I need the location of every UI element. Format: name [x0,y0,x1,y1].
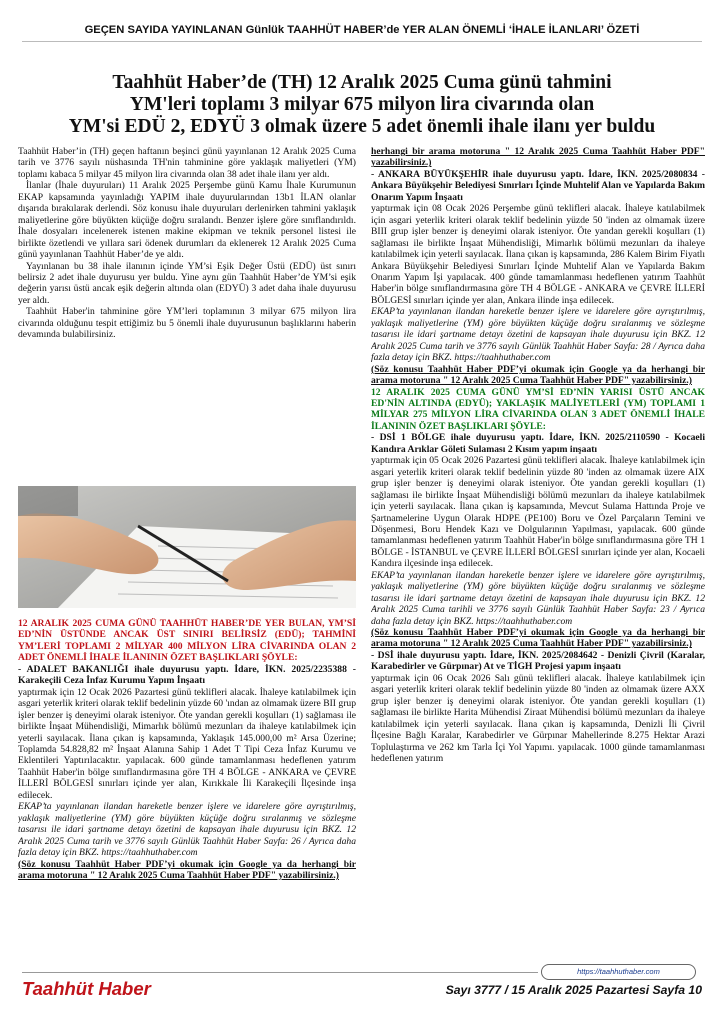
edu-item-1-pdf-link[interactable]: (Söz konusu Taahhüt Haber PDF’yi okumak için Google ya da herhangi bir arama motoruna " 12 Aralık 2025 Cuma Taahhüt Haber PDF" yazabilirsiniz.) [18,858,356,881]
edu-item-2-note: EKAP’ta yayınlanan ilandan hareketle benzer işlere ve idarelere göre ayrıştırılmış, yaklaşık maliyetlerine (YM) göre büyükten küçüğe doğru sıralanmış ve sözleşme tasarısı ile idari şartname detayı özetini de kapsayan ihale duyurusu için BKZ. 12 Aralık 2025 Cuma tarih ve 3776 sayılı Günlük Taahhüt Haber Sayfa: 28 / Ayrıca daha fazla detay için BKZ. https://taahhuthaber.com [371,306,705,364]
edu-item-1-note: EKAP’ta yayınlanan ilandan hareketle benzer işlere ve idarelere göre ayrıştırılmış, yaklaşık maliyetlerine (YM) göre büyükten küçüğe doğru sıralanmış ve sözleşme tasarısı ile idari şartname detayı özetini de kapsayan ihale duyurusu için BKZ. 12 Aralık 2025 Cuma tarih ve 3776 sayılı Günlük Taahhüt Haber Sayfa: 26 / Ayrıca daha fazla detay için BKZ. https://taahhuthaber.com [18,801,356,859]
website-link[interactable]: https://taahhuthaber.com [541,964,696,980]
intro-column [18,146,356,471]
edu-item-2-pdf-link[interactable]: (Söz konusu Taahhüt Haber PDF’yi okumak için Google ya da herhangi bir arama motoruna " 12 Aralık 2025 Cuma Taahhüt Haber PDF" yazabilirsiniz.) [371,363,705,387]
right-column [371,146,705,958]
header-divider [22,41,702,42]
edu-item-1-pdf-link-continued[interactable]: herhangi bir arama motoruna " 12 Aralık 2025 Cuma Taahhüt Haber PDF" yazabilirsiniz.) [371,146,705,169]
footer-divider [22,972,538,973]
intro-paragraph-2: İlanlar (İhale duyuruları) 11 Aralık 2025 Perşembe günü Kamu İhale Kurumunun EKAP kapsamında yayınladığı YAPIM ihale duyurularından 13b1 İLAN olanlar dışarıda bırakılarak derlendi. Söz konusu ihale duyuruları derlenirken tahmini yaklaşık maliyetlerine göre büyükten küçüğe doğru sıralandı. Benzer işlere göre sınıflandırıldı. İhale dosyaları incelenerek istenen makine ekipman ve teknik personel listesi ile birlikte özetlendi ve yıllara sari ödenek durumları da eklenerek 12 Aralık 2025 Cuma günü yayınlanan Taahhüt Haber’de ye aldı. [18,180,356,261]
brand-logo: Taahhüt Haber [22,978,151,999]
headline-line-3: YM'si EDÜ 2, EDYÜ 3 olmak üzere 5 adet önemli ihale ilanı yer buldu [68,116,656,137]
edu-section-column [18,618,356,948]
intro-paragraph-3: Yayınlanan bu 38 ihale ilanının içinde YM’si Eşik Değer Üstü (EDÜ) üst sınırı belirsiz 2 adet ihale duyurusu yer buldu. Yine aynı gün Taahhüt Haber’de YM’si eşik değerin yarısı üstü ancak eşik değerin altında olan (EDYÜ) 3 adet daha ihale duyurusu yer aldı. [18,260,356,306]
edyu-item-1-note: EKAP’ta yayınlanan ilandan hareketle benzer işlere ve idarelere göre ayrıştırılmış, yaklaşık maliyetlerine (YM) göre büyükten küçüğe doğru sıralanmış ve sözleşme tasarısı ile idari şartname detayı özetini de kapsayan ihale duyurusu için BKZ. 12 Aralık 2025 Cuma tarihli ve 3776 sayılı Günlük Taahhüt Haber Sayfa: 23 / Ayrıca daha fazla detay için BKZ. https://taahhuthaber.com [371,569,705,627]
edyu-item-1-pdf-link[interactable]: (Söz konusu Taahhüt Haber PDF’yi okumak için Google ya da herhangi bir arama motoruna " 12 Aralık 2025 Cuma Taahhüt Haber PDF" yazabilirsiniz.) [371,627,705,650]
issue-info: Sayı 3777 / 15 Aralık 2025 Pazartesi Sayfa 10 [445,983,702,997]
page-header-title: GEÇEN SAYIDA YAYINLANAN Günlük TAAHHÜT HABER’de YER ALAN ÖNEMLİ ‘İHALE İLANLARI’ ÖZETİ [84,24,640,36]
edu-item-1-title: - ADALET BAKANLIĞI ihale duyurusu yaptı. İdare, İKN. 2025/2235388 - Karakeçili Ceza İnfaz Kurumu Yapım İnşaatı [18,663,356,687]
headline-line-2: YM'leri toplamı 3 milyar 675 milyon lira civarında olan [129,94,595,115]
edu-section-heading: 12 ARALIK 2025 CUMA GÜNÜ TAAHHÜT HABER’DE YER BULAN, YM’Sİ ED’NİN ÜSTÜNDE ANCAK ÜST SINIRI BELİRSİZ (EDÜ); TAHMİNİ YM’LERİ TOPLAMI 2 MİLYAR 400 MİLYON LİRA CİVARINDA OLAN 2 ADET ÖNEMLİ İHALE İLANININ ÖZET BAŞLIKLARI ŞÖYLE: [18,618,356,664]
edyu-item-1-body: yaptırmak için 05 Ocak 2026 Pazartesi günü teklifleri alacak. İhaleye katılabilmek için asgari yeterlik kriteri olarak teklif bedelinin yüzde 80 'inden az olmamak üzere AIX grup işler benzer iş deneyimi olarak isteniyor. Öte yandan gerekli koşulları (1) sağlaması ile birlikte İnşaat Mühendisliği bölümü mezunları da ihaleye katılabilmek için yeterli sayılacak. İlana çıkan iş kapsamında, Mevcut Sulama Hattında Proje ve Şartnamelerine Uygun Olarak HDPE (PE100) Boru ve Özel Parçaların Temini ve Döşenmesi, Boru Hendek Kazı ve Dolgularının Yapılması, yapılacak. 600 günde tamamlanması hedeflenen yatırım Taahhüt Haber'in bölge sınıflandırmasına göre TH 1 BÖLGE - İSTANBUL ve ÇEVRE İLLERİ BÖLGESİ sınırları içinde yer alan, Kocaeli Kandıra ilçesinde inşa edilecek. [371,455,705,570]
headline [30,72,694,138]
edyu-item-2-body: yaptırmak için 06 Ocak 2026 Salı günü teklifleri alacak. İhaleye katılabilmek için asgari yeterlik kriteri olarak teklif bedelinin yüzde 80 'inden az olmamak üzere AXX grup işler benzer iş deneyimi olarak isteniyor. Öte yandan gerekli koşulları (1) sağlaması ile birlikte Harita Mühendisi Ziraat Mühendisi bölümü mezunları da ihaleye katılabilmek için yeterli sayılacak. İlana çıkan iş kapsamında, Denizli İli Çivril İlçesine Bağlı Karalar, Karabedirler ve Gürpınar Mahellerinde 8.275 Hektar Arazi Toplulaştırma ve 262 km Tarla İçi Yol Yapımı. yapılacak. 1000 günde tamamlanması hedeflenen yatırım [371,672,705,765]
edu-item-1-body: yaptırmak için 12 Ocak 2026 Pazartesi günü teklifleri alacak. İhaleye katılabilmek için asgari yeterlik kriteri olarak teklif bedelinin yüzde 60 'ından az olmamak üzere BII grup işler benzer iş deneyimi olarak isteniyor. Öte yandan gerekli koşulları (1) sağlaması ile birlikte İnşaat Mühendisliği, Mimarlık bölümü mezunları da ihaleye katılabilmek için yeterli sayılacak. İlana çıkan iş kapsamında, Yaklaşık 145.000,00 m² Arsa Üzerine; Toplamda 54.828,82 m² İnşaat Alanına Sahip 1 Adet T Tipi Ceza İnfaz Kurumu ve Eklentileri Yaptırılacaktır. yapılacak. 600 günde tamamlanması hedeflenen yatırım Taahhüt Haber'in bölge sınıflandırmasına göre TH 4 BÖLGE - ANKARA ve ÇEVRE İLLERİ BÖLGESİ sınırları içinde yer alan, Kırıkkale İli Karakeçili İlçesinde inşa edilecek. [18,686,356,801]
edu-item-2-body: yaptırmak için 08 Ocak 2026 Perşembe günü teklifleri alacak. İhaleye katılabilmek için asgari yeterlik kriteri olarak teklif bedelinin yüzde 50 'inden az olmamak üzere BIII grup işler benzer iş deneyimi olarak isteniyor. Öte yandan gerekli koşulları (1) sağlaması ile birlikte İnşaat Mühendisliği, Mimarlık bölümü mezunları da ihaleye katılabilmek için yeterli sayılacak. İlana çıkan iş kapsamında, 286 Kalem Birim Fiyatlı Ankara Büyükşehir Belediyesi Sınırları İçinde Muhtelif Alan ve Yapılarda Bakım Onarım Yapım İşi yapılacak. 400 günde tamamlanması hedeflenen yatırım Taahhüt Haber'in bölge sınıflandırmasına göre TH 4 BÖLGE - ANKARA ve ÇEVRE İLLERİ BÖLGESİ sınırları içinde yer alan, Ankara ilinde inşa edilecek. [371,203,705,306]
headline-line-1: Taahhüt Haber’de (TH) 12 Aralık 2025 Cuma günü tahmini [112,72,612,93]
edyu-section-heading: 12 ARALIK 2025 CUMA GÜNÜ YM’Sİ ED’NİN YARISI ÜSTÜ ANCAK ED'NİN ALTINDA (EDYÜ); YAKLAŞIK MALİYETLERİ (YM) TOPLAMI 1 MİLYAR 275 MİLYON LİRA CİVARINDA OLAN 3 ADET ÖNEMLİ İHALE İLANININ ÖZET BAŞLIKLARI ŞÖYLE: [371,386,705,432]
edu-item-2-title: - ANKARA BÜYÜKŞEHİR ihale duyurusu yaptı. İdare, İKN. 2025/2080834 - Ankara Büyükşehir Belediyesi Sınırları İçinde Muhtelif Alan ve Yapılarda Bakım Onarım Yapım İnşaatı [371,168,705,203]
edyu-item-2-title: - DSİ ihale duyurusu yaptı. İdare, İKN. 2025/2084642 - Denizli Çivril (Karalar, Karabedirler ve Gürpınar) At ve TİGH Projesi yapım inşaatı [371,649,705,673]
signing-photo [18,486,356,608]
intro-paragraph-4: Taahhüt Haber'in tahminine göre YM’leri toplamının 3 milyar 675 milyon lira civarında olduğunu tespit ettiğimiz bu 5 önemli ihale duyurusunun başlıklarını haberin devamında bulabilirsiniz. [18,306,356,341]
intro-paragraph-1: Taahhüt Haber’in (TH) geçen haftanın beşinci günü yayınlanan 12 Aralık 2025 Cuma tarih ve 3776 sayılı nüshasında TH'nin tahminine göre yaklaşık maliyetleri (YM) toplamı kabaca 5 milyar 45 milyon lira civarında olan 38 adet ihale ilanı yer aldı. [18,146,356,180]
edyu-item-1-title: - DSİ 1 BÖLGE ihale duyurusu yaptı. İdare, İKN. 2025/2110590 - Kocaeli Kandıra Arıklar Göleti Sulaması 2 Kısım yapım inşaatı [371,432,705,455]
